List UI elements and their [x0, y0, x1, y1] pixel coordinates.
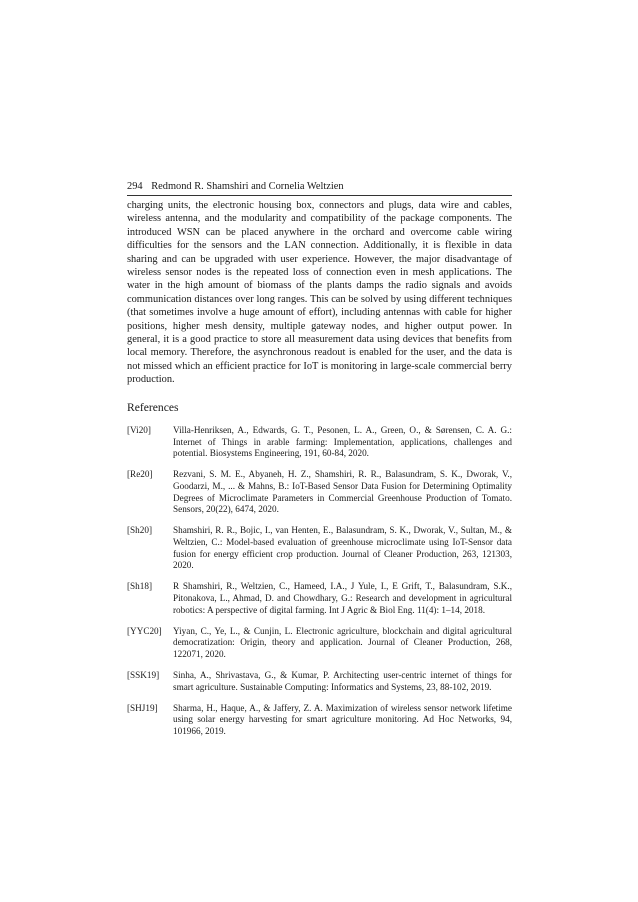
- reference-text: Villa-Henriksen, A., Edwards, G. T., Pesonen, L. A., Green, O., & Sørensen, C. A. G.: Internet of Things in arable farming: Implementation, applications, challenges and potential. Biosystems Engineering, 191, 60-84, 2020.: [173, 425, 512, 459]
- body-paragraph: charging units, the electronic housing box, connectors and plugs, data wire and cables, wireless antenna, and the modularity and compatibility of the package components. The introduced WSN can be placed anywhere in the orchard and overcome cable wiring difficulties for the sensors and the LAN connection. Additionally, it is flexible in data sharing and can be upgraded with user experience. However, the major disadvantage of wireless sensor nodes is the repeated loss of connection even in mesh applications. The water in the high amount of biomass of the plants damps the radio signals and avoids communication distances over long ranges. This can be solved by using different techniques (that sometimes involve a huge amount of effort), including antennas with cable for higher positions, higher mesh density, multiple gateway nodes, and higher output power. In general, it is a good practice to store all measurement data using devices that benefits from local memory. Therefore, the asynchronous readout is enabled for the user, and the data is not missed which an efficient practice for IoT is monitoring in large-scale commercial berry production.: [127, 200, 512, 386]
- page-number: 294: [127, 181, 143, 192]
- reference-item: [127, 581, 512, 616]
- reference-key: [Sh18]: [127, 581, 153, 592]
- reference-item: [127, 425, 512, 460]
- references-heading: References: [127, 401, 179, 414]
- reference-list: [127, 425, 512, 747]
- reference-key: [Vi20]: [127, 425, 151, 435]
- reference-key: [Re20]: [127, 469, 153, 480]
- reference-text: Sinha, A., Shrivastava, G., & Kumar, P. Architecting user-centric internet of things for smart agriculture. Sustainable Computing: Informatics and Systems, 23, 88-102, 2019.: [173, 670, 512, 692]
- reference-key: [SHJ19]: [127, 702, 158, 713]
- reference-item: [127, 670, 512, 693]
- reference-item: [127, 703, 512, 738]
- reference-item: [127, 469, 512, 515]
- running-header: [127, 180, 512, 196]
- reference-text: Shamshiri, R. R., Bojic, I., van Henten, E., Balasundram, S. K., Dworak, V., Sultan, M., & Weltzien, C.: Model-based evaluation of greenhouse microclimate using IoT-Sensor data fusion for energy efficient crop production. Journal of Cleaner Production, 263, 121303, 2020.: [173, 525, 512, 571]
- reference-key: [SSK19]: [127, 670, 160, 681]
- reference-text: Rezvani, S. M. E., Abyaneh, H. Z., Shamshiri, R. R., Balasundram, S. K., Dworak, V., Goodarzi, M., ... & Mahns, B.: IoT-Based Sensor Data Fusion for Determining Optimality Degrees of Microclimate Parameters in Commercial Greenhouse Production of Tomato. Sensors, 20(22), 6474, 2020.: [173, 469, 512, 515]
- reference-text: Sharma, H., Haque, A., & Jaffery, Z. A. Maximization of wireless sensor network lifetime using solar energy harvesting for smart agriculture monitoring. Ad Hoc Networks, 94, 101966, 2019.: [173, 702, 512, 737]
- reference-item: [127, 525, 512, 571]
- reference-text: R Shamshiri, R., Weltzien, C., Hameed, I.A., J Yule, I., E Grift, T., Balasundram, S.K., Pitonakova, L., Ahmad, D. and Chowdhary, G.: Research and development in agricultural robotics: A perspective of digital farming. Int J Agric & Biol Eng. 11(4): 1–14, 2018.: [173, 581, 512, 615]
- header-authors: Redmond R. Shamshiri and Cornelia Weltzien: [151, 181, 344, 192]
- reference-key: [YYC20]: [127, 625, 162, 636]
- reference-key: [Sh20]: [127, 525, 153, 536]
- reference-text: Yiyan, C., Ye, L., & Cunjin, L. Electronic agriculture, blockchain and digital agricultural democratization: Origin, theory and application. Journal of Cleaner Production, 268, 122071, 2020.: [173, 625, 512, 659]
- reference-item: [127, 626, 512, 661]
